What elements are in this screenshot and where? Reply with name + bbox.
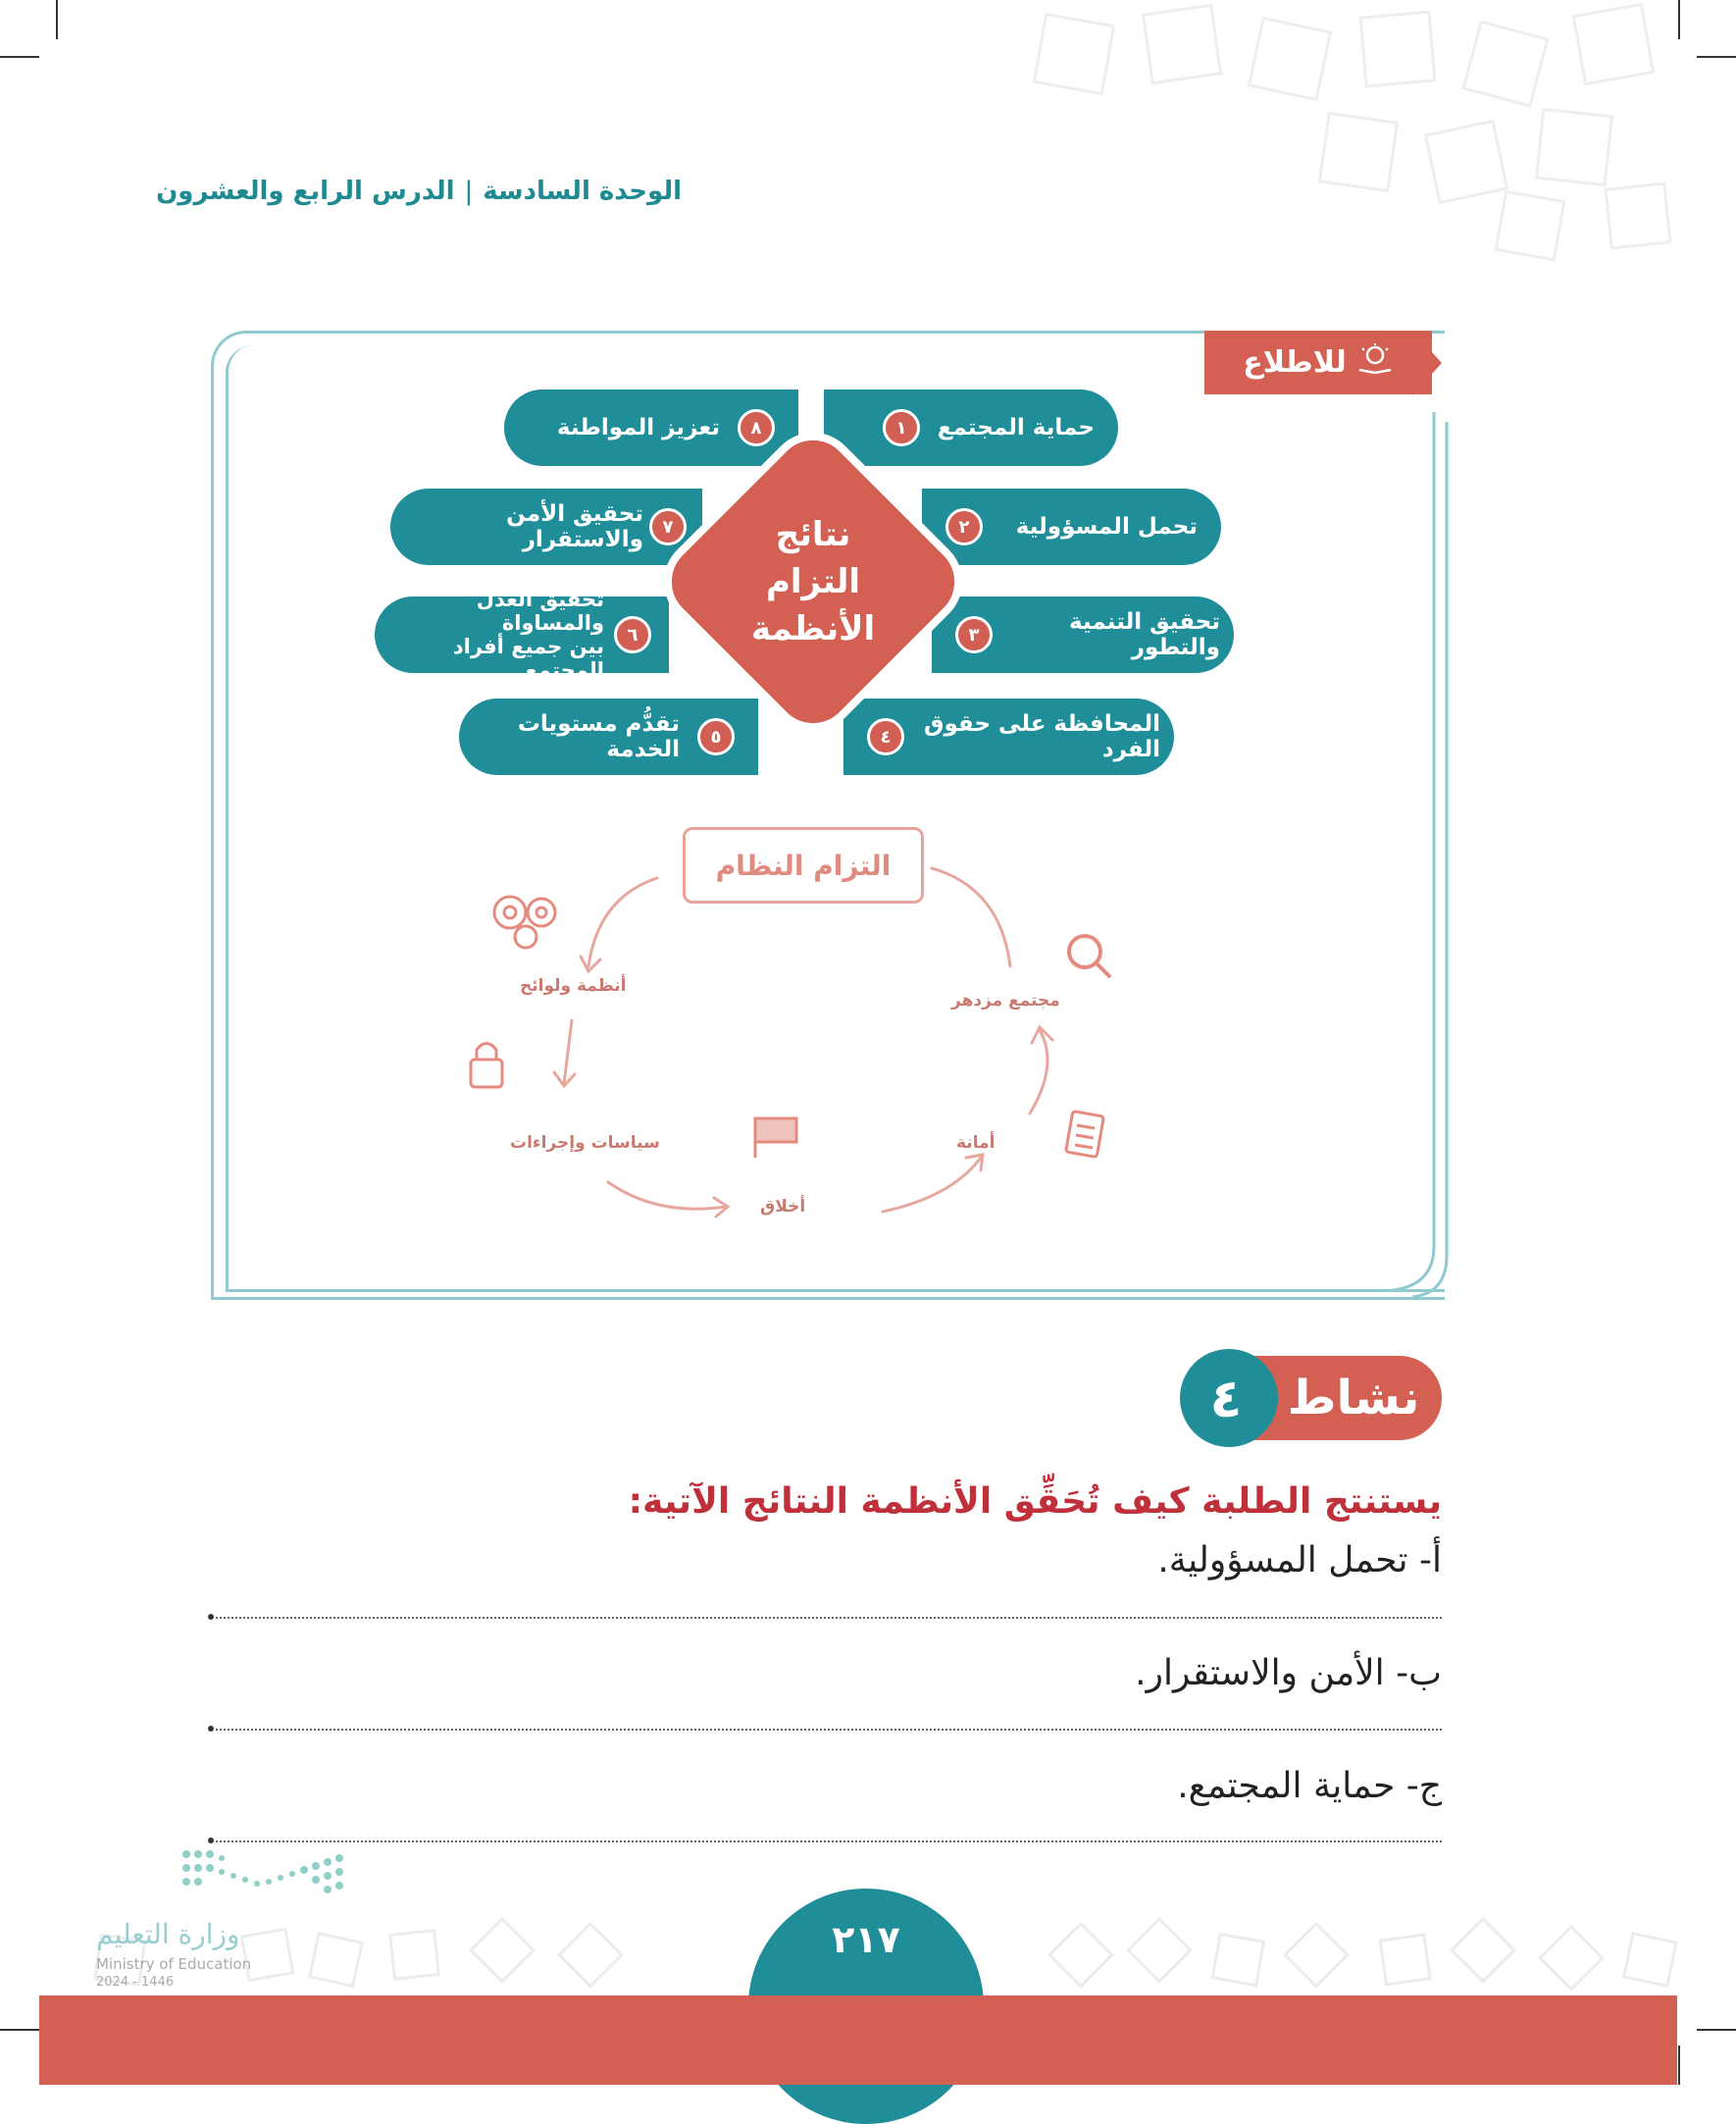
lesson-title: الدرس الرابع والعشرون (156, 177, 455, 206)
activity-prompt: يستنتج الطلبة كيف تُحَقِّق الأنظمة النتائج الآتية: (628, 1481, 1442, 1522)
answer-line-dot (208, 1726, 214, 1732)
answer-line-a[interactable] (211, 1617, 1442, 1619)
results-center-diamond (655, 424, 971, 740)
header-separator: | (464, 177, 474, 206)
result-item-6 (375, 587, 669, 683)
result-label: المحافظة على حقوق الفرد (923, 710, 1160, 762)
result-label: تقدُّم مستويات الخدمة (517, 710, 680, 762)
info-tag (1204, 331, 1432, 394)
cycle-label-honesty: أمانة (956, 1133, 996, 1153)
result-number-badge: ٨ (738, 409, 775, 446)
footer-band (39, 1995, 1677, 2085)
compliance-cycle-diagram (461, 819, 1138, 1241)
gears-icon (494, 897, 555, 948)
answer-line-c[interactable] (211, 1840, 1442, 1842)
crop-mark (0, 2029, 39, 2031)
decorative-pattern (1000, 0, 1687, 275)
result-number-badge: ٢ (945, 508, 983, 545)
answer-line-b[interactable] (211, 1729, 1442, 1731)
cycle-title: التزام النظام (683, 827, 924, 904)
crop-mark (1697, 56, 1736, 58)
crop-mark (1678, 2046, 1680, 2085)
result-label: تحمل المسؤولية (1015, 513, 1198, 540)
cycle-label-regulations: أنظمة ولوائح (520, 976, 627, 996)
ministry-logo-dots (177, 1844, 353, 1903)
diamond-title (655, 424, 971, 740)
page-header (156, 177, 682, 206)
activity-number: ٤ (1209, 1367, 1243, 1429)
ministry-logo-year: 2024 - 1446 (96, 1975, 175, 1990)
diamond-line1: نتائج (775, 514, 851, 554)
page-number: ٢١٧ (832, 1918, 900, 1961)
result-number-badge: ٥ (697, 718, 735, 755)
result-label-line1: تحقيق العدل والمساواة (476, 587, 604, 635)
result-label: تعزيز المواطنة (556, 414, 720, 440)
result-label: تحقيق الأمن والاستقرار (506, 500, 643, 552)
lightbulb-book-icon (1356, 342, 1394, 384)
result-number-badge: ٧ (649, 508, 687, 545)
question-a: أ- تحمل المسؤولية. (1157, 1540, 1442, 1580)
activity-label: نشاط (1287, 1371, 1420, 1425)
answer-line-dot (208, 1838, 214, 1843)
result-label: تحقيق التنمية والتطور (1069, 608, 1220, 660)
question-b: ب- الأمن والاستقرار. (1135, 1653, 1442, 1693)
result-number-badge: ٤ (867, 718, 904, 755)
diamond-line3: الأنظمة (750, 609, 876, 649)
unit-title: الوحدة السادسة (483, 177, 682, 206)
info-tag-label: للاطلاع (1243, 345, 1347, 380)
crop-mark (0, 56, 39, 58)
question-c: ج- حماية المجتمع. (1177, 1766, 1442, 1806)
crop-mark (56, 0, 58, 39)
diamond-line2: التزام (765, 561, 861, 601)
result-label (384, 588, 604, 683)
answer-line-dot (208, 1614, 214, 1620)
result-number-badge: ١ (883, 409, 920, 446)
cycle-label-prosperous-society: مجتمع مزدهر (951, 991, 1060, 1010)
ministry-logo-english: Ministry of Education (96, 1955, 252, 1973)
cycle-label-policies: سياسات وإجراءات (510, 1133, 660, 1153)
result-label-line2: بين جميع أفراد المجتمع (452, 635, 604, 683)
magnifier-icon (1069, 936, 1110, 977)
flag-icon (755, 1118, 796, 1158)
document-icon (1066, 1112, 1104, 1158)
cycle-label-ethics: أخلاق (760, 1197, 806, 1217)
ministry-logo-arabic: وزارة التعليم (96, 1918, 240, 1950)
result-number-badge: ٣ (955, 616, 993, 653)
crop-mark (1697, 2029, 1736, 2031)
result-label: حماية المجتمع (937, 414, 1095, 440)
result-item-3 (932, 596, 1234, 673)
lock-icon (471, 1044, 502, 1088)
tag-arrow-shape (1412, 331, 1442, 395)
frame-right-edge (1373, 392, 1452, 1300)
result-number-badge: ٦ (614, 616, 651, 653)
